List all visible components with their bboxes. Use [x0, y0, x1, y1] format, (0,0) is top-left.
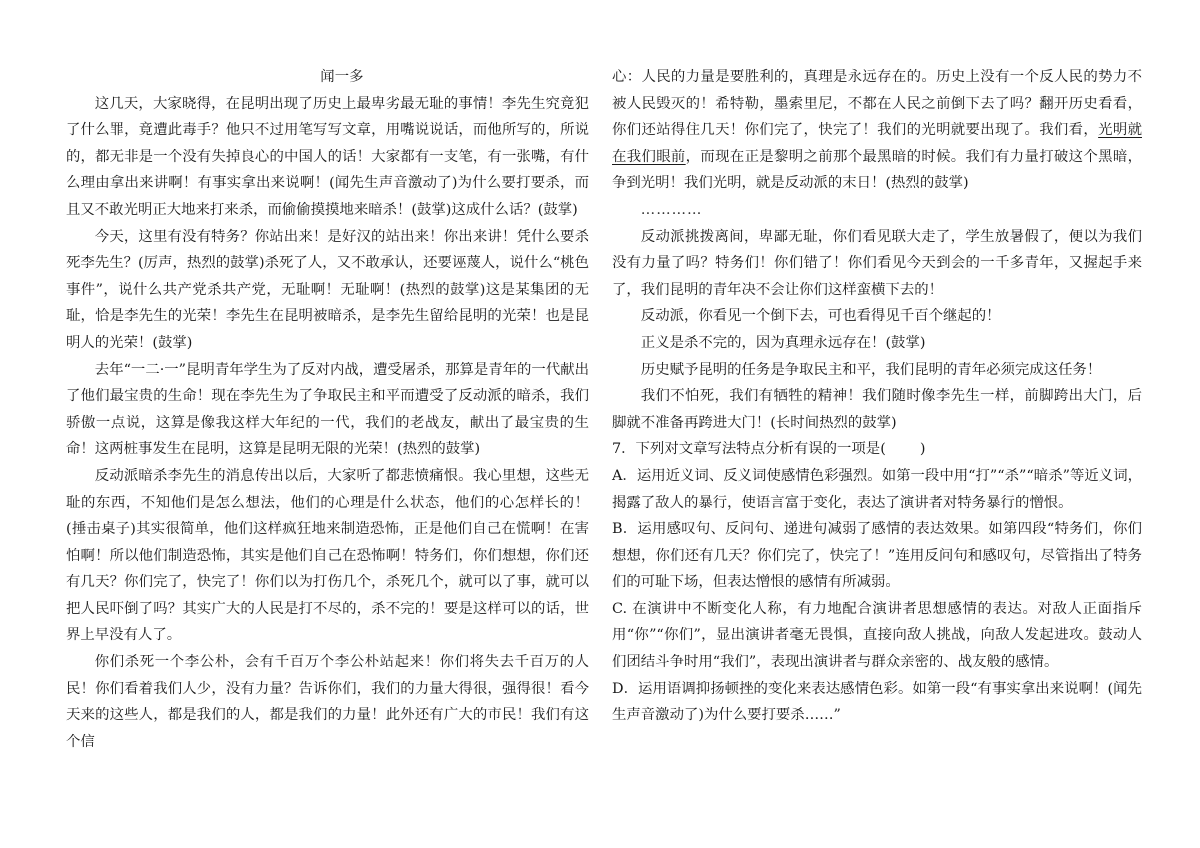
right-column	[612, 64, 1142, 729]
option-b: B．运用感叹句、反问句、递进句减弱了感情的表达效果。如第四段“特务们，你们想想，你们还有几天？你们完了，快完了！”连用反问句和感叹句，尽管指出了特务们的可耻下场，但表达憎恨的感情有所减弱。	[612, 521, 1142, 591]
question-stem	[612, 436, 1142, 463]
speech-paragraph: 反动派挑拨离间，卑鄙无耻，你们看见联大走了，学生放暑假了，便以为我们没有力量了吗？特务们！你们错了！你们看见今天到会的一千多青年，又握起手来了，我们昆明的青年决不会让你们这样蛮横下去的！	[612, 228, 1142, 298]
option-a: A．运用近义词、反义词使感情色彩强烈。如第一段中用“打”“杀”“暗杀”等近义词，揭露了敌人的暴行，使语言富于变化，表达了演讲者对特务暴行的憎恨。	[612, 467, 1142, 511]
question-block	[612, 436, 1142, 729]
speech-paragraph: 今天，这里有没有特务？你站出来！是好汉的站出来！你出来讲！凭什么要杀死李先生？(厉声，热烈的鼓掌)杀死了人，又不敢承认，还要诬蔑人，说什么“桃色事件”，说什么共产党杀共产党，无耻啊！无耻啊！(热烈的鼓掌)这是某集团的无耻，恰是李先生的光荣！李先生在昆明被暗杀，是李先生留给昆明的光荣！也是昆明人的光荣！(鼓掌)	[66, 228, 589, 351]
option-d: D．运用语调抑扬顿挫的变化来表达感情色彩。如第一段“有事实拿出来说啊！(闻先生声音激动了)为什么要打要杀……”	[612, 680, 1142, 724]
omission-mark: …………	[640, 201, 703, 218]
speech-paragraph: 反动派暗杀李先生的消息传出以后，大家听了都悲愤痛恨。我心里想，这些无耻的东西，不知他们是怎么想法，他们的心理是什么状态，他们的心怎样长的！(捶击桌子)其实很简单，他们这样疯狂地来制造恐怖，正是他们自己在慌啊！在害怕啊！所以他们制造恐怖，其实是他们自己在恐怖啊！特务们，你们想想，你们还有几天？你们完了，快完了！你们以为打伤几个，杀死几个，就可以了事，就可以把人民吓倒了吗？其实广大的人民是打不尽的，杀不完的！要是这样可以的话，世界上早没有人了。	[66, 467, 589, 644]
speech-paragraph: 反动派，你看见一个倒下去，可也看得见千百个继起的！	[640, 308, 1001, 325]
option-c: C. 在演讲中不断变化人称，有力地配合演讲者思想感情的表达。对敌人正面指斥用“你”“你们”，显出演讲者毫无畏惧，直接向敌人挑战，向敌人发起进攻。鼓动人们团结斗争时用“我们”，表现出演讲者与群众亲密的、战友般的感情。	[612, 600, 1142, 671]
text-segment: ，而现在正是黎明之前那个最黑暗的时候。我们有力量打破这个黑暗，争到光明！我们光明，就是反动派的末日！(热烈的鼓掌)	[612, 148, 1142, 192]
speech-paragraph: 这几天，大家晓得，在昆明出现了历史上最卑劣最无耻的事情！李先生究竟犯了什么罪，竟遭此毒手？他只不过用笔写写文章，用嘴说说话，而他所写的，所说的，都无非是一个没有失掉良心的中国人的话！大家都有一支笔，有一张嘴，有什么理由拿出来讲啊！有事实拿出来说啊！(闻先生声音激动了)为什么要打要杀，而且又不敢光明正大地来打来杀，而偷偷摸摸地来暗杀！(鼓掌)这成什么话？(鼓掌)	[66, 95, 589, 218]
speech-paragraph: 你们杀死一个李公朴，会有千百万个李公朴站起来！你们将失去千百万的人民！你们看着我们人少，没有力量？告诉你们，我们的力量大得很，强得很！看今天来的这些人，都是我们的人，都是我们的力量！此外还有广大的市民！我们有这个信	[66, 654, 589, 750]
question-stem-text: 7．下列对文章写法特点分析有误的一项是(	[612, 441, 886, 458]
speech-paragraph: 正义是杀不完的，因为真理永远存在！(鼓掌)	[640, 334, 926, 351]
speech-paragraph-continued	[612, 64, 1142, 197]
left-column	[66, 64, 589, 755]
text-segment: 心：人民的力量是要胜利的，真理是永远存在的。历史上没有一个反人民的势力不被人民毁灭的！希特勒，墨索里尼，不都在人民之前倒下去了吗？翻开历史看看，你们还站得住几天！你们完了，快完了！我们的光明就要出现了。我们看，	[612, 69, 1142, 139]
speech-paragraph: 去年“一二·一”昆明青年学生为了反对内战，遭受屠杀，那算是青年的一代献出了他们最宝贵的生命！现在李先生为了争取民主和平而遭受了反动派的暗杀，我们骄傲一点说，这算是像我这样大年纪的一代，我们的老战友，献出了最宝贵的生命！这两桩事发生在昆明，这算是昆明无限的光荣！(热烈的鼓掌)	[66, 361, 589, 458]
underlined-phrase: 光明就在我们眼前	[612, 122, 1142, 165]
speech-paragraph: 历史赋予昆明的任务是争取民主和平，我们昆明的青年必须完成这任务！	[640, 361, 1102, 378]
speech-title: 闻一多	[320, 69, 364, 85]
question-stem-close: )	[919, 441, 926, 458]
speech-paragraph: 我们不怕死，我们有牺牲的精神！我们随时像李先生一样，前脚跨出大门，后脚就不准备再跨进大门！(长时间热烈的鼓掌)	[612, 388, 1142, 431]
